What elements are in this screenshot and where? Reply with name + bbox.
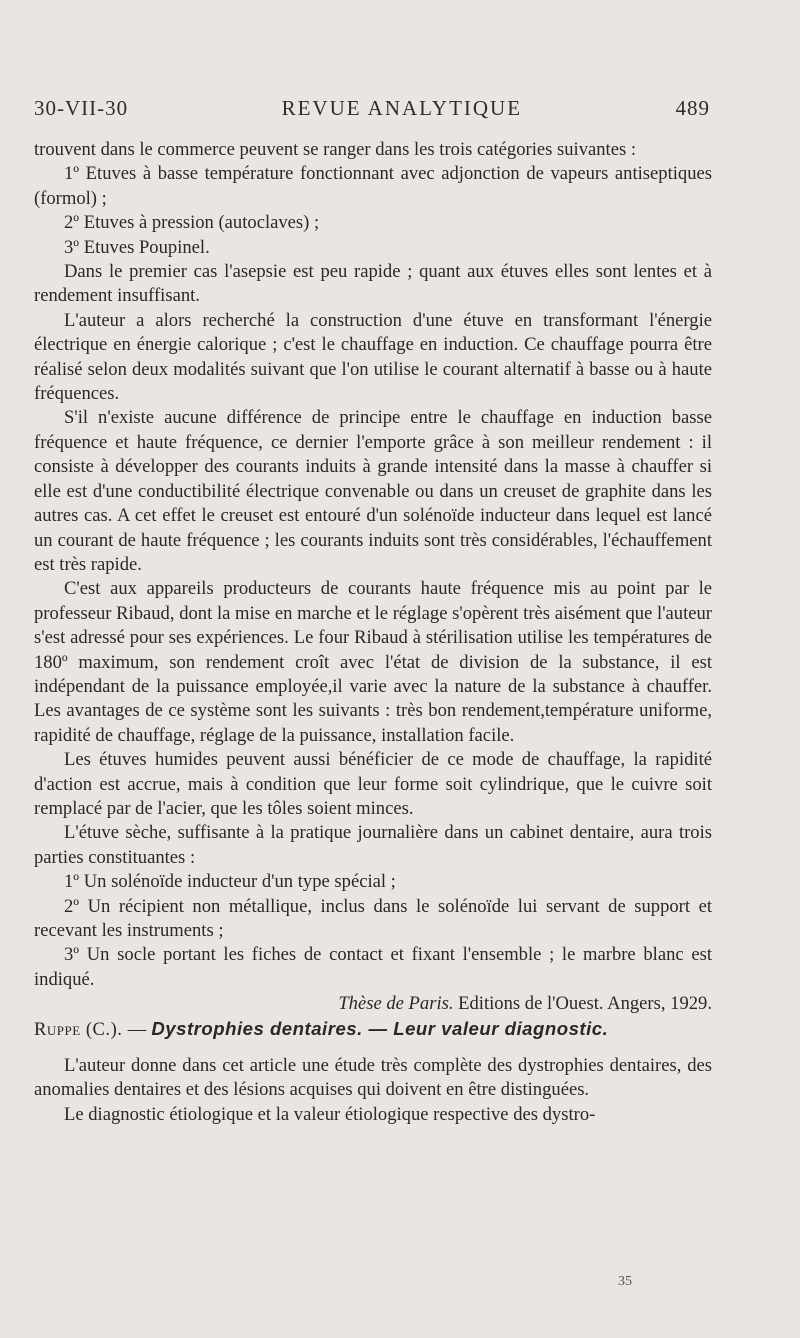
article-body <box>34 1054 712 1127</box>
article-author: Ruppe (C.). — <box>34 1018 147 1040</box>
source-thesis: Thèse de Paris. <box>338 993 454 1015</box>
source-publisher: Editions de l'Ouest. Angers, 1929. <box>458 993 712 1015</box>
page-number: 489 <box>675 96 710 120</box>
journal-title: REVUE ANALYTIQUE <box>281 96 523 120</box>
article-title: Dystrophies dentaires. — Leur valeur diagnostic. <box>151 1017 609 1039</box>
paragraph: L'auteur donne dans cet article une étude très complète des dystrophies dentaires, des anomalies dentaires et des lésions acquises qui doivent en être distinguées. <box>34 1055 712 1101</box>
body-text <box>34 138 712 1127</box>
paragraph: Dans le premier cas l'asepsie est peu rapide ; quant aux étuves elles sont lentes et à rendement insuffisant. <box>34 261 712 307</box>
paragraph: 2º Un récipient non métallique, inclus dans le solénoïde lui servant de support et recevant les instruments ; <box>34 895 712 941</box>
paragraph: 3º Etuves Poupinel. <box>64 236 210 258</box>
running-header <box>34 96 710 121</box>
paragraph: trouvent dans le commerce peuvent se ranger dans les trois catégories suivantes : <box>34 139 637 160</box>
paragraph: S'il n'existe aucune différence de principe entre le chauffage en induction basse fréquence et haute fréquence, ce dernier l'emporte grâce à son meilleur rendement : il consiste à développer des courants induits à grande intensité dans la masse à chauffer si elle est d'une conductibilité électrique convenable ou dans un creuset de graphite dans les autres cas. A cet effet le creuset est entouré d'un solénoïde inducteur dans lequel est lancé un courant de haute fréquence ; les courants induits sont très considérables, l'échauffement est très rapide. <box>34 407 712 575</box>
paragraph: C'est aux appareils producteurs de courants haute fréquence mis au point par le professeur Ribaud, dont la mise en marche et le réglage s'opèrent très aisément que l'auteur s'est adressé pour ses expériences. Le four Ribaud à stérilisation utilise les températures de 180º maximum, son rendement croît avec l'état de division de la substance, il est indépendant de la puissance employée,il varie avec la nature de la substance à chauffer. Les avantages de ce système sont les suivants : très bon rendement,température uniforme, rapidité de chauffage, réglage de la puissance, installation facile. <box>34 578 712 746</box>
article-heading <box>34 1017 712 1042</box>
source-reference <box>34 992 712 1016</box>
header-date: 30-VII-30 <box>34 96 129 120</box>
paragraph: 3º Un socle portant les fiches de contact et fixant l'ensemble ; le marbre blanc est indiqué. <box>34 944 712 990</box>
paragraph: 1º Un solénoïde inducteur d'un type spécial ; <box>64 871 396 893</box>
paragraph: L'étuve sèche, suffisante à la pratique journalière dans un cabinet dentaire, aura trois parties constituantes : <box>34 822 712 868</box>
printer-signature: 35 <box>618 1274 632 1289</box>
paragraph: Les étuves humides peuvent aussi bénéficier de ce mode de chauffage, la rapidité d'action est accrue, mais à condition que leur forme soit cylindrique, que le cuivre soit remplacé par de l'acier, que les tôles soient minces. <box>34 749 712 819</box>
paragraph: Le diagnostic étiologique et la valeur étiologique respective des dystro- <box>64 1103 596 1125</box>
paragraph: 1º Etuves à basse température fonctionnant avec adjonction de vapeurs antiseptiques (formol) ; <box>34 163 712 209</box>
paragraph: 2º Etuves à pression (autoclaves) ; <box>64 212 320 234</box>
paragraph: L'auteur a alors recherché la construction d'une étuve en transformant l'énergie électrique en énergie calorique ; c'est le chauffage en induction. Ce chauffage pourra être réalisé selon deux modalités suivant que l'on utilise le courant alternatif à basse ou à haute fréquences. <box>34 309 712 405</box>
